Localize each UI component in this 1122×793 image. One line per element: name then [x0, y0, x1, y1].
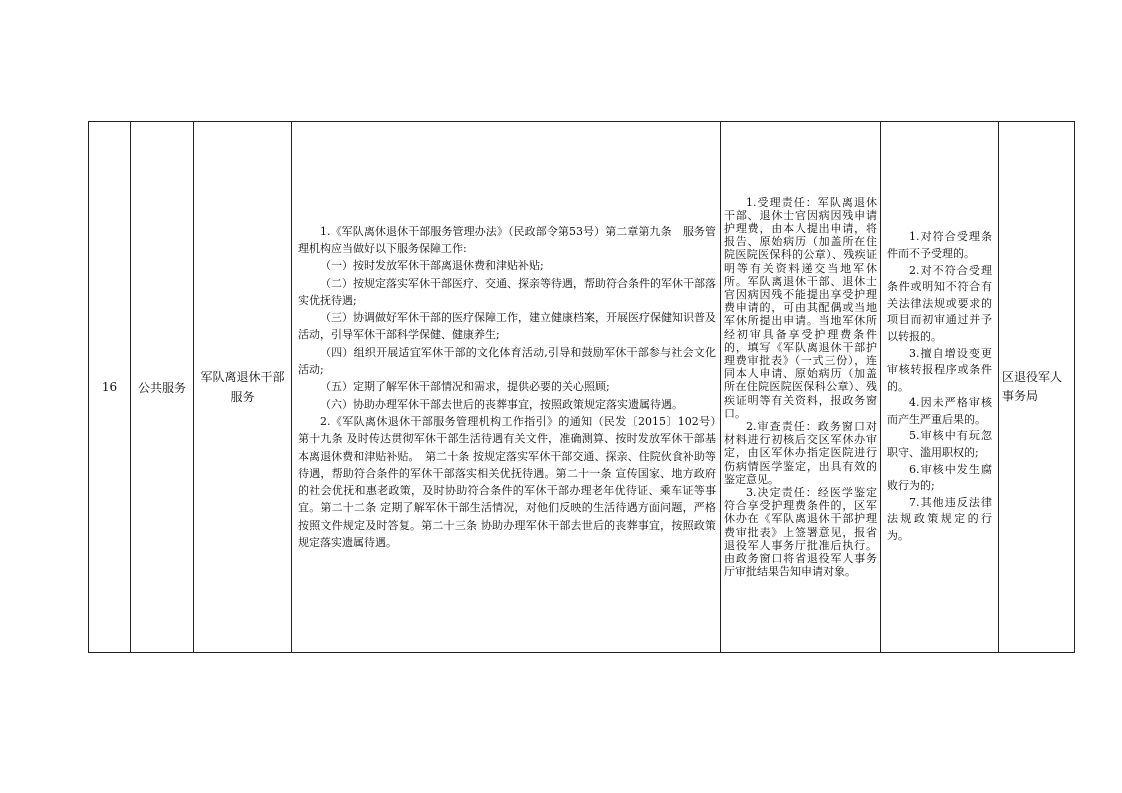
responsibility-cell: [721, 122, 881, 653]
accountability-paragraph: 3.擅自增设变更审核转报程序或条件的。: [887, 346, 992, 393]
accountability-paragraph: 4.因未严格审核而产生严重后果的。: [887, 396, 992, 426]
basis-paragraph: （五）定期了解军休干部情况和需求，提供必要的关心照顾;: [320, 380, 610, 394]
accountability-paragraph: 1.对符合受理条件而不予受理的。: [887, 230, 992, 260]
responsibility-paragraph: 3.决定责任：经医学鉴定符合享受护理费条件的，区军休办在《军队离退休干部护理费审批表》上签署意见，报省退役军人事务厅批准后执行。由政务窗口将省退役军人事务厅审批结果告知申请对象。: [724, 486, 877, 579]
basis-paragraph: （六）协助办理军休干部去世后的丧葬事宜，按照政策规定落实遗属待遇。: [320, 397, 683, 411]
basis-paragraph: （四）组织开展适宜军休干部的文化体育活动,引导和鼓励军休干部参与社会文化活动;: [298, 345, 716, 377]
basis-paragraph: （一）按时发放军休干部离退休费和津贴补贴;: [320, 259, 544, 273]
accountability-paragraph: 2.对不符合受理条件或明知不符合有关法律法规或要求的项目而初审通过并予以转报的。: [887, 263, 992, 343]
basis-paragraph: （三）协调做好军休干部的医疗保障工作，建立健康档案，开展医疗保健知识普及活动，引导军休干部科学保健、健康养生;: [298, 311, 716, 342]
department-cell: 区退役军人事务局: [999, 122, 1075, 653]
accountability-paragraph: 6.审核中发生腐败行为的;: [887, 462, 992, 493]
basis-paragraph: （二）按规定落实军休干部医疗、交通、探亲等待遇，帮助符合条件的军休干部落实优抚待遇;: [298, 276, 716, 307]
row-number: 16: [89, 122, 131, 653]
table-row: [89, 122, 1075, 653]
category-cell: 公共服务: [131, 122, 194, 653]
item-name-cell: 军队离退休干部服务: [194, 122, 292, 653]
basis-paragraph: 1.《军队离休退休干部服务管理办法》（民政部令第53号）第二章第九条 服务管理机构应当做好以下服务保障工作:: [298, 224, 716, 255]
accountability-paragraph: 5.审核中有玩忽职守、滥用职权的;: [887, 429, 992, 460]
basis-paragraph: 2.《军队离休退休干部服务管理机构工作指引》的通知（民发〔2015〕102号） 第十九条 及时传达贯彻军休干部生活待遇有关文件，准确测算、按时发放军休干部基本离退休费和津贴补贴。 第二十条 按规定落实军休干部交通、探亲、住院伙食补助等待遇，帮助符合条件的军休干部落实相关优抚待遇。第二十一条 宣传国家、地方政府的社会优抚和惠老政策，及时协助符合条件的军休干部办理老年优待证、乘车证等事宜。第二十二条 定期了解军休干部生活情况，对他们反映的生活待遇方面问题，严格按照文件规定及时答复。第二十三条 协助办理军休干部去世后的丧葬事宜，按照政策规定落实遗属待遇。: [298, 414, 727, 550]
responsibility-paragraph: 1.受理责任：军队离退休干部、退休士官因病因残申请护理费，由本人提出申请，将报告、原始病历（加盖所在住院医院医保科的公章）、残疾证明等有关资料递交当地军休所。军队离退休干部、退休士官因病因残不能提出享受护理费申请的，可由其配偶或当地军休所提出申请。当地军休所经初审具备享受护理费条件的，填写《军队离退休干部护理费审批表》（一式三份），连同本人申请、原始病历（加盖所在住院医院医保科公章）、残疾证明等有关资料，报政务窗口。: [724, 195, 877, 420]
responsibility-paragraph: 2.审查责任：政务窗口对材料进行初核后交区军休办审定，由区军休办指定医院进行伤病情医学鉴定，出具有效的鉴定意见。: [724, 420, 877, 486]
legal-basis-cell: [292, 122, 727, 653]
accountability-paragraph: 7.其他违反法律法规政策规定的行为。: [887, 495, 992, 543]
service-table: [88, 121, 1075, 653]
accountability-cell: [881, 122, 999, 653]
